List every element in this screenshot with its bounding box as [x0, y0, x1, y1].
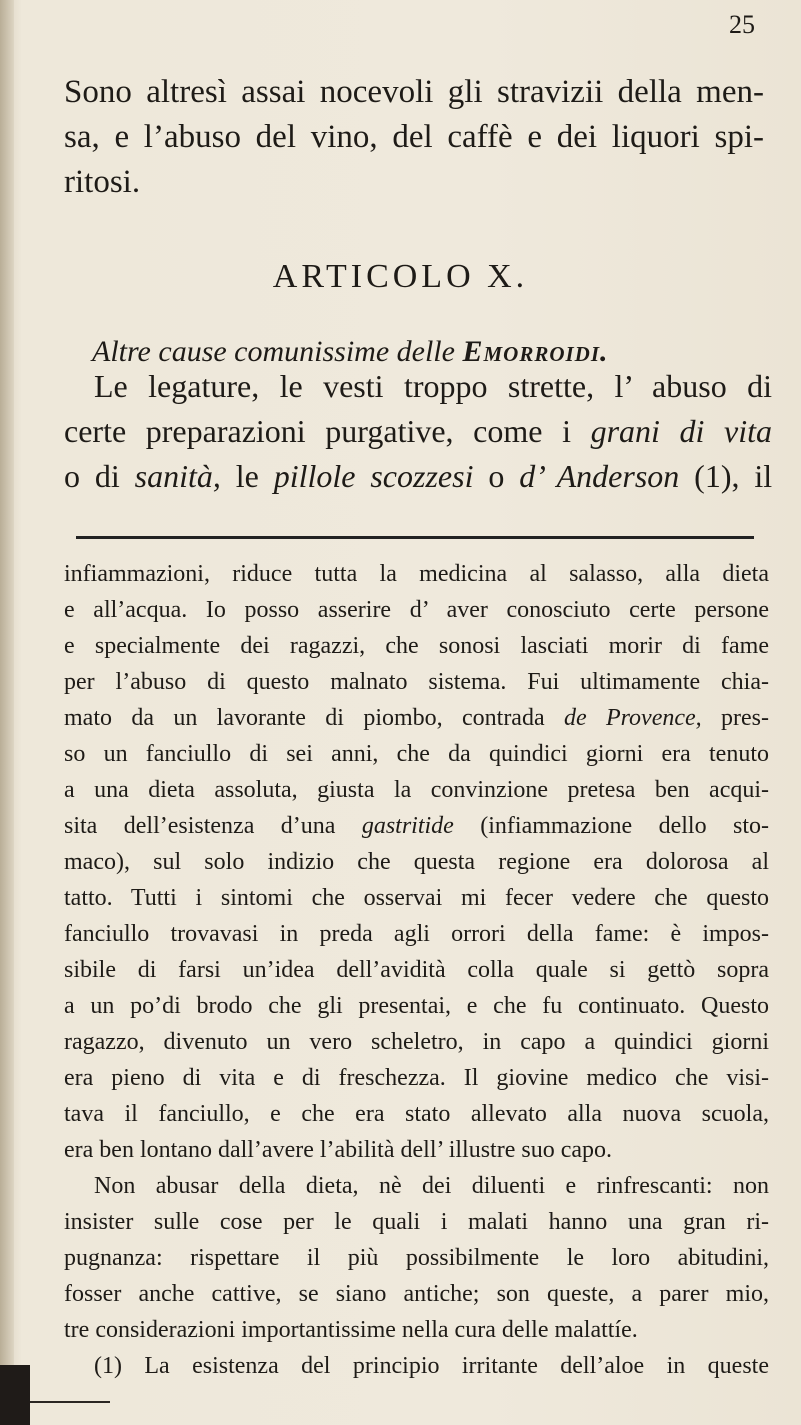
paragraph-line: [64, 409, 772, 454]
footnote-line: a un po’di brodo che gli presentai, e che fu continuato. Questo: [64, 993, 769, 1019]
intro-line: Sono altresì assai nocevoli gli stravizii della men-: [64, 74, 764, 110]
paragraph-italic: d’ Anderson: [519, 458, 680, 494]
footnote-line: per l’abuso di questo malnato sistema. Fui ultimamente chia-: [64, 669, 769, 695]
paragraph-text: o di: [64, 458, 120, 494]
footnote-line: maco), sul solo indizio che questa regione era dolorosa al: [64, 849, 769, 875]
footnote-text: sita dell’esistenza d’una: [64, 813, 336, 839]
footnote-italic: de Provence,: [563, 705, 702, 731]
footnote-italic: gastritide: [361, 813, 454, 839]
footnote-line: era pieno di vita e di freschezza. Il giovine medico che visi-: [64, 1065, 769, 1091]
footnote-line: Non abusar della dieta, nè dei diluenti e rinfrescanti: non: [94, 1173, 769, 1199]
footnote-line: [64, 808, 769, 844]
footnote-line: era ben lontano dall’avere l’abilità dell’ illustre suo capo.: [64, 1137, 613, 1163]
footnote-line: pugnanza: rispettare il più possibilmente le loro abitudini,: [64, 1245, 769, 1271]
intro-line: sa, e l’abuso del vino, del caffè e dei liquori spi-: [64, 119, 764, 155]
paragraph-text: o: [488, 458, 505, 494]
footnote-line: tre considerazioni importantissime nella cura delle malattíe.: [64, 1317, 638, 1343]
footnote-line: [64, 700, 769, 736]
footnote-line: fanciullo trovavasi in preda agli orrori della fame: è impos-: [64, 921, 769, 947]
paragraph-italic: grani di vita: [590, 413, 772, 449]
intro-line: ritosi.: [64, 164, 141, 200]
paragraph-line: Le legature, le vesti troppo strette, l’ abuso di: [94, 368, 772, 404]
binding-dark-block: [0, 1365, 30, 1425]
footnote-text: mato da un lavorante di piombo, contrada: [64, 705, 545, 731]
page-gutter-shadow: [0, 0, 14, 1425]
footnote-line: e all’acqua. Io posso asserire d’ aver conosciuto certe persone: [64, 597, 769, 623]
footnote-text: (infiammazione dello sto-: [480, 813, 770, 839]
footnote-line: e specialmente dei ragazzi, che sonosi lasciati morir di fame: [64, 633, 769, 659]
footnote-line: fosser anche cattive, se siano antiche; son queste, a parer mio,: [64, 1281, 769, 1307]
subheading-text: Altre cause comunissime delle: [92, 335, 455, 368]
paragraph-italic: sanità,: [134, 458, 221, 494]
binding-corner-mark: [0, 1401, 110, 1425]
paragraph-text: certe preparazioni purgative, come i: [64, 413, 571, 449]
footnote-line: insister sulle cose per le quali i malati hanno una gran ri-: [64, 1209, 769, 1235]
footnote-line: (1) La esistenza del principio irritante dell’aloe in queste: [94, 1353, 769, 1379]
subheading-smallcaps: Emorroidi.: [462, 335, 609, 368]
paragraph-text: (1), il: [694, 458, 773, 494]
footnote-line: ragazzo, divenuto un vero scheletro, in capo a quindici giorni: [64, 1029, 769, 1055]
footnote-rule: [76, 536, 754, 539]
footnote-line: so un fanciullo di sei anni, che da quindici giorni era tenuto: [64, 741, 769, 767]
page-number: 25: [729, 10, 755, 39]
main-paragraph: [64, 364, 772, 499]
footnote-block: [64, 556, 769, 1384]
intro-paragraph: [64, 70, 764, 205]
paragraph-text: le: [235, 458, 259, 494]
footnote-text: pres-: [721, 705, 769, 731]
article-heading: ARTICOLO X.: [272, 258, 529, 295]
paragraph-italic: pillole scozzesi: [273, 458, 474, 494]
footnote-line: infiammazioni, riduce tutta la medicina al salasso, alla dieta: [64, 561, 769, 587]
footnote-line: a una dieta assoluta, giusta la convinzione pretesa ben acqui-: [64, 777, 769, 803]
footnote-line: tatto. Tutti i sintomi che osservai mi fecer vedere che questo: [64, 885, 769, 911]
footnote-line: tava il fanciullo, e che era stato allevato alla nuova scuola,: [64, 1101, 769, 1127]
footnote-line: sibile di farsi un’idea dell’avidità colla quale si gettò sopra: [64, 957, 769, 983]
paragraph-line: [64, 454, 772, 499]
